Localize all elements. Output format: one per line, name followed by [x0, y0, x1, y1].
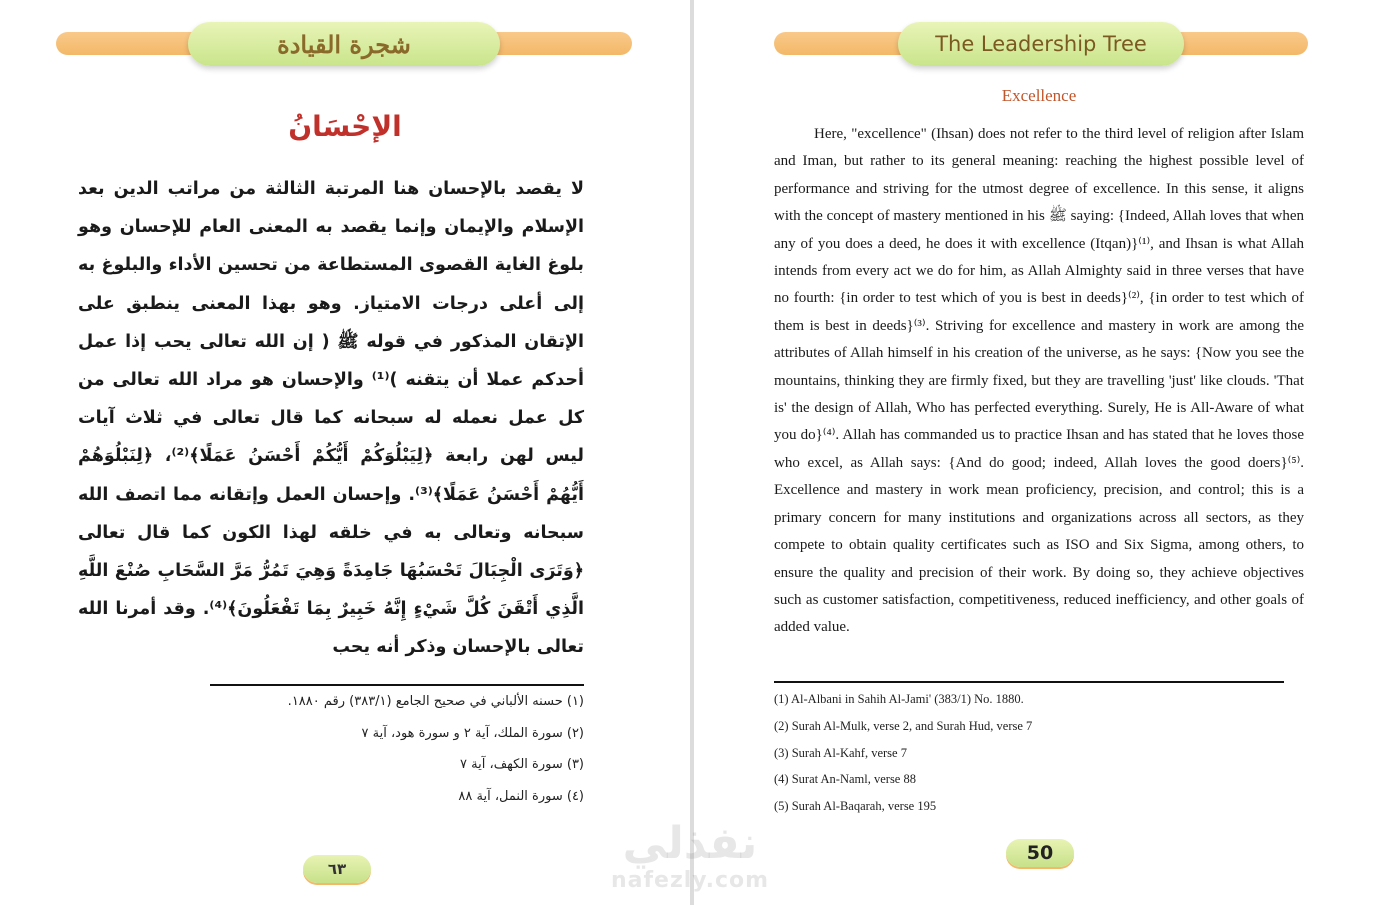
right-footnote-1: (1) Al-Albani in Sahih Al-Jami' (383/1) No. 1880.: [774, 692, 1024, 706]
right-page-title: Excellence: [1001, 86, 1077, 105]
right-footnote-2: (2) Surah Al-Mulk, verse 2, and Surah Hud, verse 7: [774, 718, 1033, 733]
left-page-arabic: [0, 0, 690, 905]
left-body-text: لا يقصد بالإحسان هنا المرتبة الثالثة من مراتب الدين بعد الإسلام والإيمان وإنما يقصد به المعنى العام للإحسان وهو بلوغ الغاية القصوى المستطاعة من تحسين الأداء والبلوغ به إلى أعلى درجات الامتياز. وهو بهذا المعنى ينطبق على الإتقان المذكور في قوله ﷺ ( إن الله تعالى يحب إذا عمل أحدكم عملا أن يتقنه )⁽¹⁾ والإحسان هو مراد الله تعالى من كل عمل نعمله له سبحانه كما قال تعالى في ثلاث آيات ليس لهن رابعة ﴿لِيَبْلُوَكُمْ أَيُّكُمْ أَحْسَنُ عَمَلًا﴾⁽²⁾، ﴿لِنَبْلُوَهُمْ أَيُّهُمْ أَحْسَنُ عَمَلًا﴾⁽³⁾. وإحسان العمل وإتقانه مما اتصف الله سبحانه وتعالى به في خلقه لهذا الكون كما قال تعالى ﴿وَتَرَى الْجِبَالَ تَحْسَبُهَا جَامِدَةً وَهِيَ تَمُرُّ مَرَّ السَّحَابِ صُنْعَ اللَّهِ الَّذِي أَتْقَنَ كُلَّ شَيْءٍ إِنَّهُ خَبِيرٌ بِمَا تَفْعَلُونَ﴾⁽⁴⁾. وقد أمرنا الله تعالى بالإحسان وذكر أنه يحب: [78, 179, 585, 658]
right-footnotes: [774, 686, 1304, 820]
left-footnote-1: (١) حسنه الألباني في صحيح الجامع (٣٨٣/١) رقم ١٨٨٠.: [287, 694, 584, 709]
right-footnote-5: (5) Surah Al-Baqarah, verse 195: [774, 799, 937, 814]
right-body-text: Here, "excellence" (Ihsan) does not refer to the third level of religion after Islam and Iman, but rather to its general meaning: reaching the highest possible level of performance and striving for the utmost degree of excellence. In this sense, it aligns with the concept of mastery mentioned in his ﷺ saying: {Indeed, Allah loves that when any of you does a deed, he does it with excellence (Itqan)}⁽¹⁾, and Ihsan is what Allah intends from every act we do for him, as Allah Almighty said in three verses that have no fourth: {in order to test which of you is best in deeds}⁽²⁾, {in order to test which of them is best in deeds}⁽³⁾. Striving for excellence and mastery in work are among the attributes of Allah himself in his creation of the universe, as he says: {Now you see the mountains, thinking they are firmly fixed, but they are travelling 'just' like clouds. 'That is' the design of Allah, Who has perfected everything. Surely, He is All-Aware of what you do}⁽⁴⁾. Allah has commanded us to practice Ihsan and has stated that he loves those who excel, as Allah says: {And do good; indeed, Allah loves the good doers}⁽⁵⁾. Excellence and mastery in work mean proficiency, precision, and control; this is a primary concern for many institutions and organizations across all sectors, as they compete to obtain quality certificates such as ISO and Six Sigma, among others, to ensure the quality and precision of their work. By doing so, they achieve objectives such as customer satisfaction, competitiveness, reduced inefficiency, and other goals of added value.: [774, 126, 1305, 636]
right-page-english: [694, 0, 1384, 905]
right-header-pill: [898, 22, 1184, 66]
left-page-number: ٦٣: [303, 855, 371, 883]
left-footnote-2: (٢) سورة الملك، آية ٢ و سورة هود، آية ٧: [361, 725, 584, 741]
left-footnote-3: (٣) سورة الكهف، آية ٧: [460, 757, 584, 772]
left-header-title: شجرة القيادة: [277, 29, 411, 59]
left-footnote-4: (٤) سورة النمل، آية ٨٨: [458, 788, 584, 804]
right-header-title: The Leadership Tree: [935, 32, 1147, 56]
left-footnotes: [210, 686, 584, 812]
left-header-pill: [188, 22, 500, 66]
right-footnote-divider: [774, 681, 1284, 683]
right-footnote-4: (4) Surat An-Naml, verse 88: [774, 772, 916, 787]
right-footnote-3: (3) Surah Al-Kahf, verse 7: [774, 745, 907, 760]
left-page-title: الإحْسَانُ: [288, 110, 402, 143]
right-page-number: 50: [1006, 839, 1074, 867]
